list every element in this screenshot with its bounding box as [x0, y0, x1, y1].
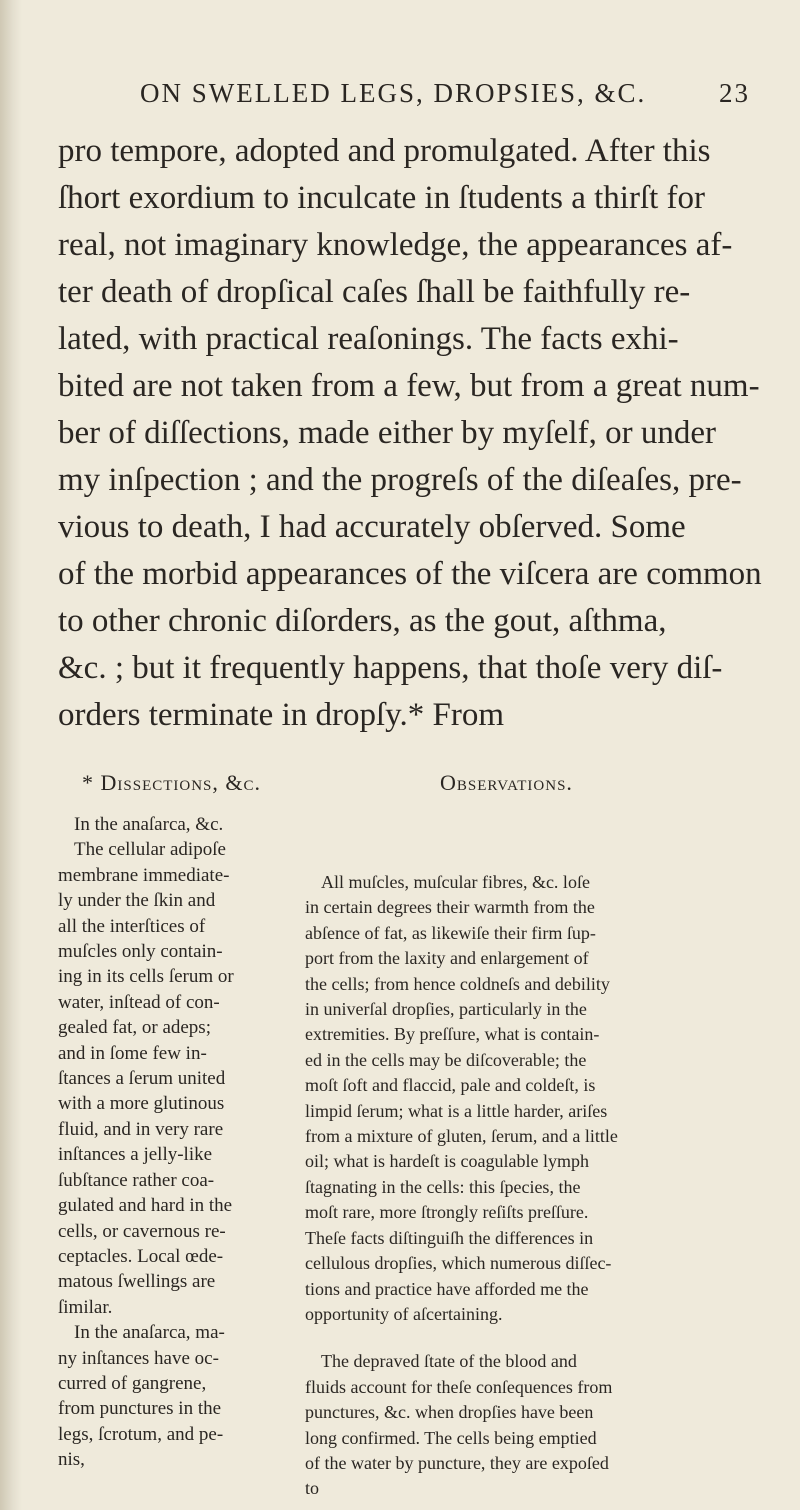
footnote-line: Theſe facts diſtinguiſh the differences in — [305, 1227, 594, 1248]
footnote-line: legs, ſcrotum, and pe- — [58, 1423, 224, 1445]
footnote-line: cellulous dropſies, which numerous diſſec- — [305, 1253, 612, 1274]
footnote-line: long confirmed. The cells being emptied — [305, 1427, 597, 1448]
footnote-line: moſt ſoft and flaccid, pale and coldeſt, is — [305, 1075, 596, 1096]
footnote-line: ſubſtance rather coa- — [58, 1169, 215, 1191]
footnote-line: ly under the ſkin and — [58, 890, 216, 912]
footnote-line: tions and practice have afforded me the — [305, 1278, 589, 1299]
footnote-line: membrane immediate- — [58, 864, 230, 886]
footnote-line: water, inſtead of con- — [58, 991, 220, 1013]
footnote-line: In the anaſarca, &c. — [74, 814, 224, 835]
footnote-line: gealed fat, or adeps; — [58, 1017, 211, 1039]
body-line: bited are not taken from a few, but from a great num- — [58, 368, 760, 404]
footnote-line: nis, — [58, 1449, 85, 1471]
footnote-line: The depraved ſtate of the blood and — [321, 1351, 577, 1372]
footnote-line: and in ſome few in- — [58, 1042, 207, 1064]
body-line: real, not imaginary knowledge, the appearances af- — [58, 227, 733, 263]
footnote-left-column — [58, 812, 290, 1473]
footnote-line: opportunity of aſcertaining. — [305, 1303, 503, 1324]
body-line: to other chronic diſorders, as the gout, aſthma, — [58, 603, 667, 639]
footnote-line: ſimilar. — [58, 1296, 113, 1318]
footnote-line: muſcles only contain- — [58, 941, 223, 963]
body-line: my inſpection ; and the progreſs of the diſeaſes, pre- — [58, 462, 742, 498]
main-text — [58, 128, 762, 739]
body-line: ber of diſſections, made either by myſelf, or under — [58, 415, 716, 451]
footnote-line: gulated and hard in the — [58, 1195, 233, 1217]
body-line: pro tempore, adopted and promulgated. After this — [58, 133, 711, 169]
footnote-line: limpid ſerum; what is a little harder, ariſes — [305, 1100, 608, 1121]
body-line: ſhort exordium to inculcate in ſtudents a thirſt for — [58, 180, 706, 216]
footnote-line: ny inſtances have oc- — [58, 1347, 219, 1369]
paragraph-gap — [305, 1327, 760, 1349]
footnote-line: fluids account for theſe conſequences from — [305, 1376, 613, 1397]
footnote-right-column — [305, 870, 760, 1502]
body-line: lated, with practical reaſonings. The facts exhi- — [58, 321, 679, 357]
page-number: 23 — [719, 78, 750, 108]
page-binding-shadow — [0, 0, 22, 1510]
footnote-line: ſtances a ſerum united — [58, 1068, 226, 1090]
footnote-left-heading: * Dissections, &c. — [82, 770, 262, 795]
body-line: vious to death, I had accurately obſerved. Some — [58, 509, 686, 545]
footnote-line: punctures, &c. when dropſies have been — [305, 1402, 594, 1423]
footnote-line: abſence of fat, as likewiſe their firm ſup- — [305, 922, 596, 943]
footnote-line: all the interſtices of — [58, 915, 206, 937]
footnote-line: ceptacles. Local œde- — [58, 1245, 224, 1267]
footnote-line: oil; what is hardeſt is coagulable lymph — [305, 1151, 589, 1172]
footnote-line: extremities. By preſſure, what is contain- — [305, 1024, 600, 1045]
footnote-line: with a more glutinous — [58, 1093, 225, 1115]
footnote-line: of the water by puncture, they are expoſed — [305, 1452, 609, 1473]
footnote-line: ed in the cells may be diſcoverable; the — [305, 1049, 587, 1070]
footnote-line: port from the laxity and enlargement of — [305, 948, 589, 969]
footnote-line: All muſcles, muſcular fibres, &c. loſe — [321, 872, 590, 892]
footnote-line: matous ſwellings are — [58, 1271, 216, 1293]
footnote-line: in certain degrees their warmth from the — [305, 897, 595, 918]
body-line: &c. ; but it frequently happens, that thoſe very diſ- — [58, 650, 723, 686]
footnote-line: cells, or cavernous re- — [58, 1220, 226, 1242]
footnote-line: in univerſal dropſies, particularly in the — [305, 999, 587, 1020]
footnote-line: to — [305, 1478, 320, 1499]
body-line: ter death of dropſical caſes ſhall be faithfully re- — [58, 274, 691, 310]
footnote-line: the cells; from hence coldneſs and debility — [305, 973, 610, 994]
footnote-line: The cellular adipoſe — [74, 839, 226, 861]
footnote-line: inſtances a jelly-like — [58, 1144, 213, 1166]
footnote-right-heading: Observations. — [440, 770, 573, 795]
footnote-line: from punctures in the — [58, 1398, 222, 1420]
footnote-line: curred of gangrene, — [58, 1372, 207, 1394]
footnote-line: from a mixture of gluten, ſerum, and a little — [305, 1126, 618, 1147]
footnote-line: moſt rare, more ſtrongly reſiſts preſſure. — [305, 1202, 589, 1223]
footnote-line: ing in its cells ſerum or — [58, 966, 234, 988]
body-line: orders terminate in dropſy.* From — [58, 697, 505, 733]
footnote-line: In the anaſarca, ma- — [74, 1322, 225, 1344]
body-line: of the morbid appearances of the viſcera are common — [58, 556, 762, 592]
running-header — [140, 78, 750, 109]
footnote-line: fluid, and in very rare — [58, 1118, 224, 1140]
footnote-line: ſtagnating in the cells: this ſpecies, the — [305, 1176, 581, 1197]
running-title: ON SWELLED LEGS, DROPSIES, &C. — [140, 78, 647, 108]
